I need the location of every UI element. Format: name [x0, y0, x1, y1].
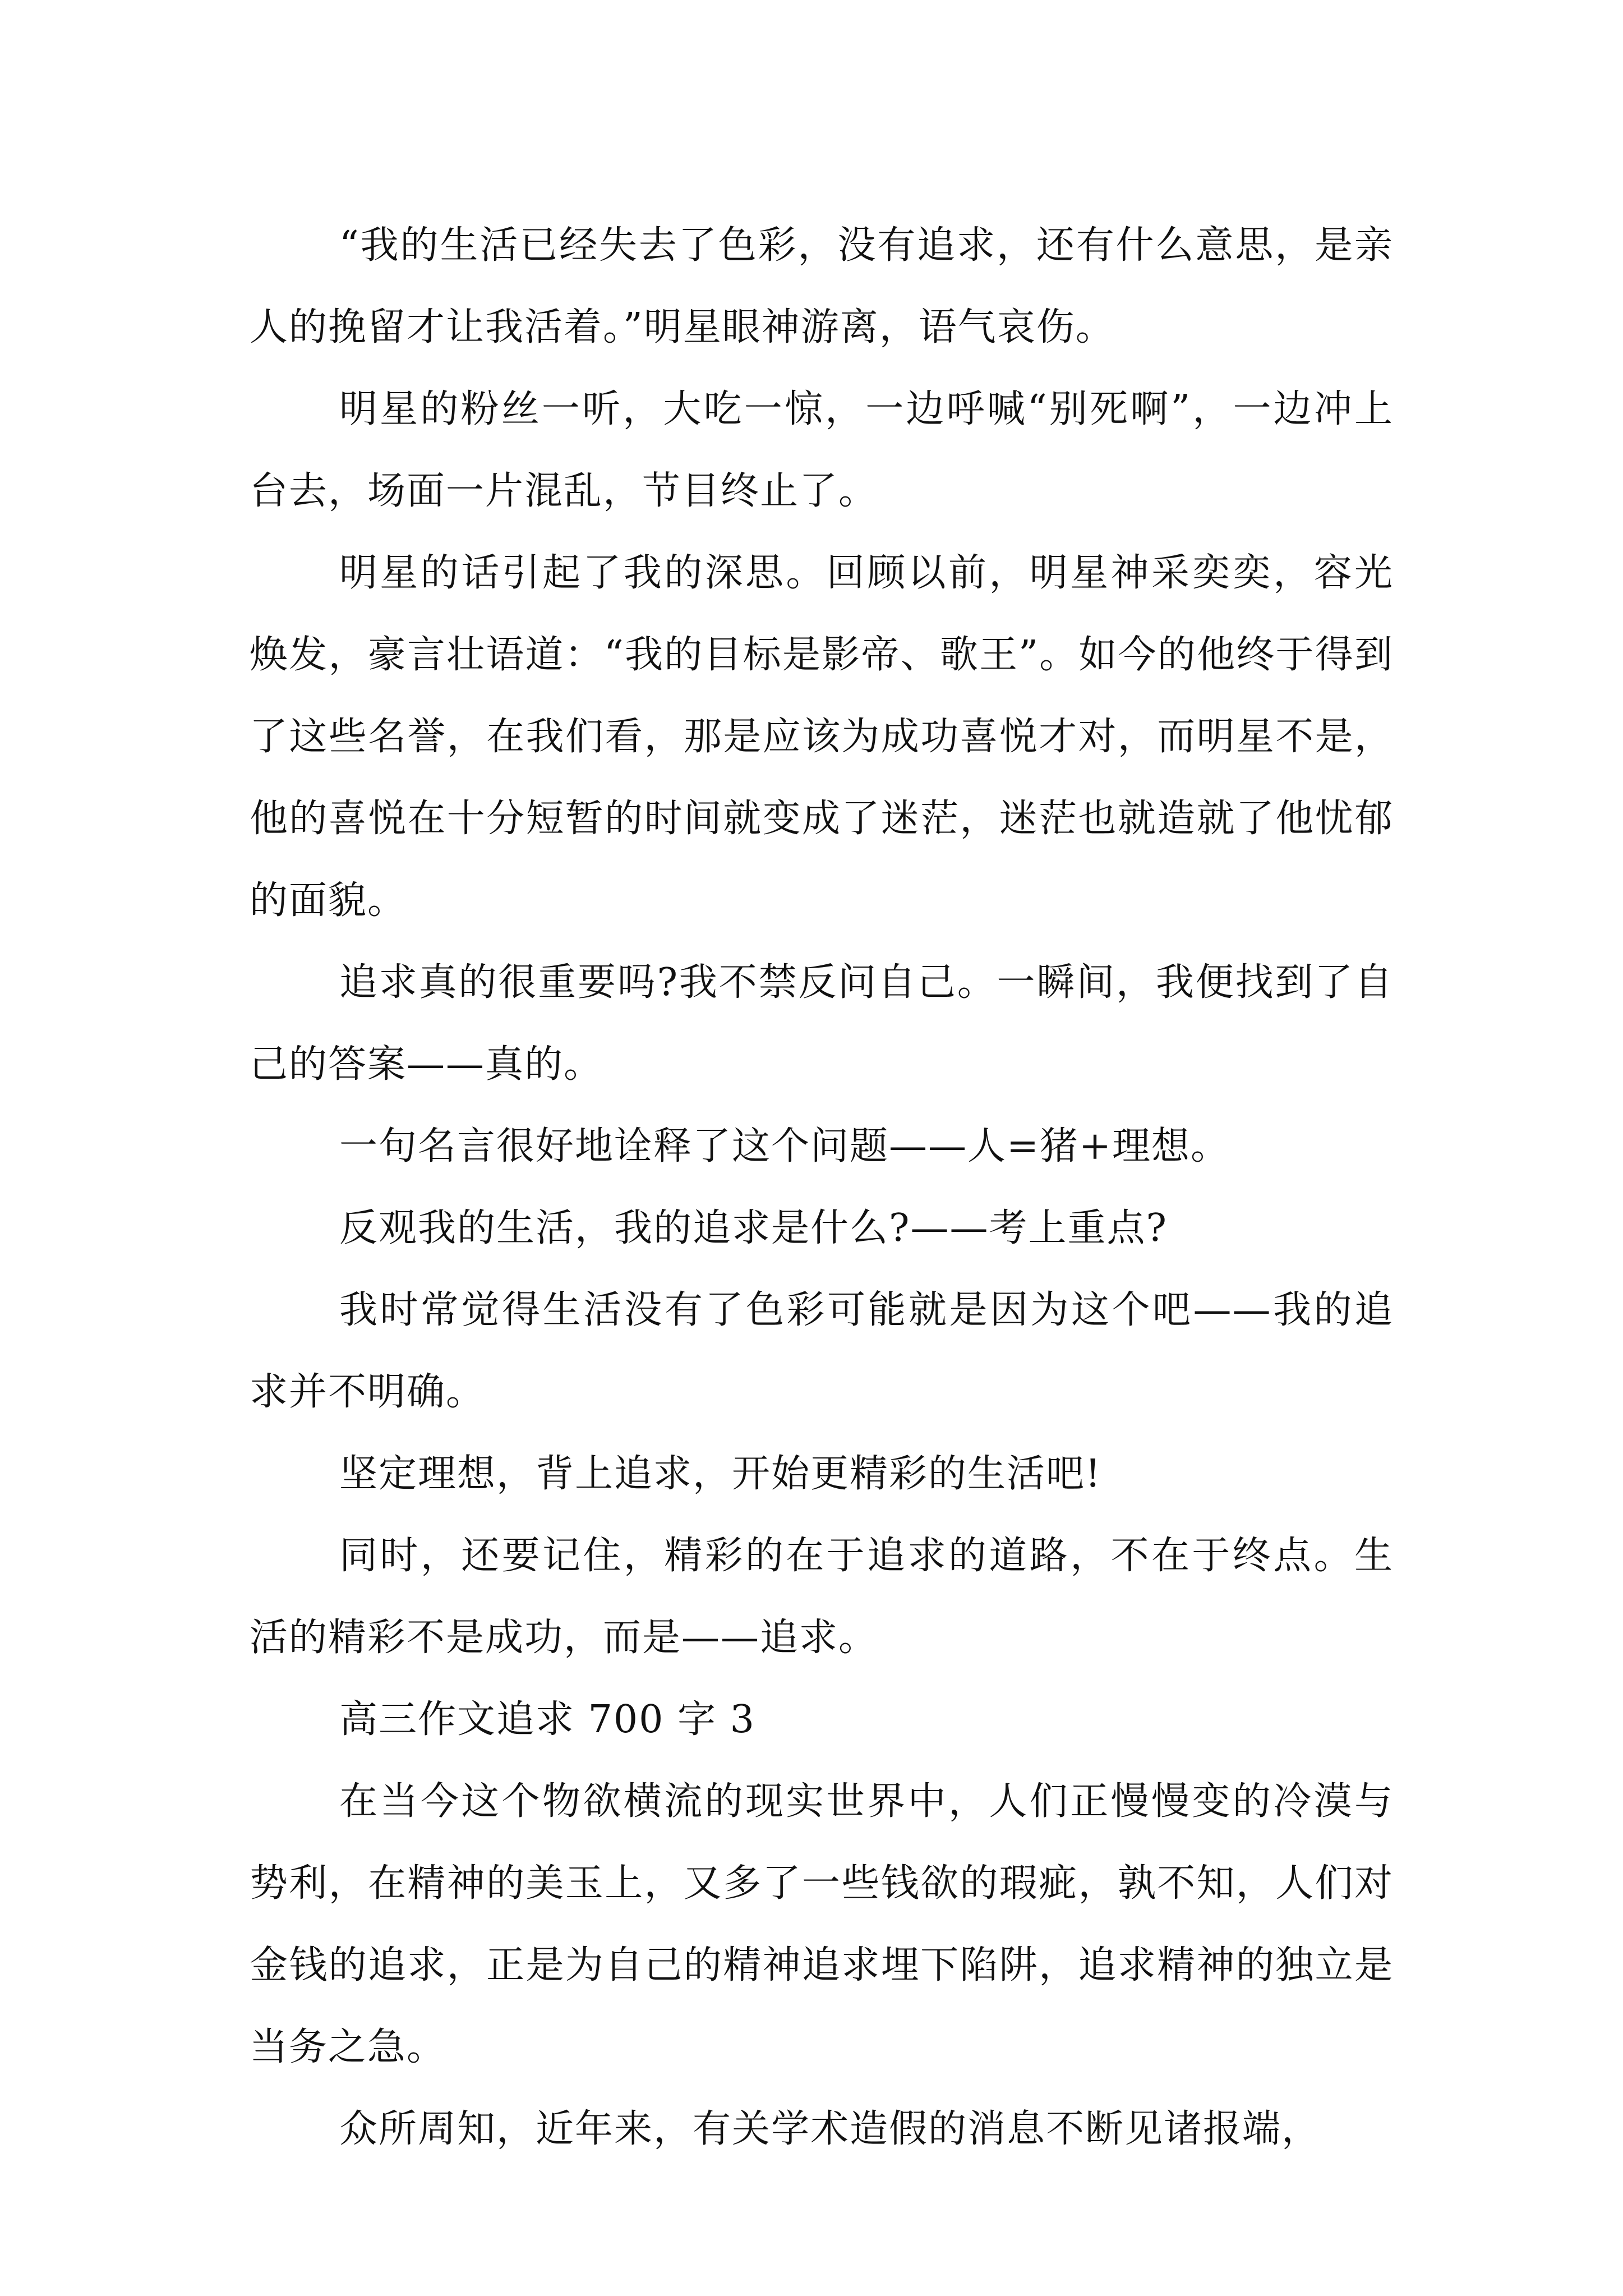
paragraph-1: “我的生活已经失去了色彩，没有追求，还有什么意思，是亲人的挽留才让我活着。”明星眼神游离，语气哀伤。 — [250, 223, 1394, 349]
paragraph-11: 众所周知，近年来，有关学术造假的消息不断见诸报端， — [339, 2107, 1321, 2151]
paragraph-10: 在当今这个物欲横流的现实世界中，人们正慢慢变的冷漠与势利，在精神的美玉上，又多了一些钱欲的瑕疵，孰不知，人们对金钱的追求，正是为自己的精神追求埋下陷阱，追求精神的独立是当务之急。 — [250, 1779, 1394, 2069]
paragraph-4: 追求真的很重要吗?我不禁反问自己。一瞬间，我便找到了自己的答案——真的。 — [250, 960, 1394, 1087]
paragraph-5: 一句名言很好地诠释了这个问题——人=猪+理想。 — [339, 1124, 1230, 1168]
paragraph-2: 明星的粉丝一听，大吃一惊，一边呼喊“别死啊”，一边冲上台去，场面一片混乱，节目终止了。 — [250, 387, 1394, 513]
paragraph-9: 同时，还要记住，精彩的在于追求的道路，不在于终点。生活的精彩不是成功，而是——追求。 — [250, 1534, 1394, 1660]
paragraph-6: 反观我的生活，我的追求是什么?——考上重点? — [339, 1206, 1168, 1250]
document-body — [250, 205, 1394, 2170]
paragraph-7: 我时常觉得生活没有了色彩可能就是因为这个吧——我的追求并不明确。 — [250, 1288, 1394, 1414]
paragraph-3: 明星的话引起了我的深思。回顾以前，明星神采奕奕，容光焕发，豪言壮语道：“我的目标是影帝、歌王”。如今的他终于得到了这些名誉，在我们看，那是应该为成功喜悦才对，而明星不是，他的喜悦在十分短暂的时间就变成了迷茫，迷茫也就造就了他忧郁的面貌。 — [250, 551, 1394, 923]
paragraph-8: 坚定理想，背上追求，开始更精彩的生活吧! — [339, 1452, 1102, 1496]
section-heading: 高三作文追求 700 字 3 — [339, 1697, 755, 1742]
